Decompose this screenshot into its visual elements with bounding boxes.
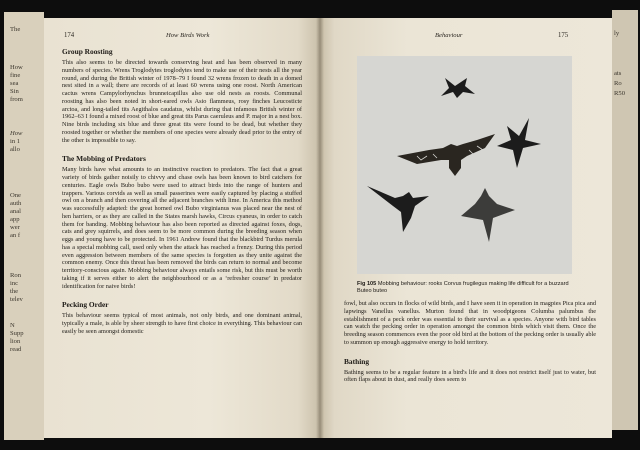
underlying-fragment: ats	[614, 70, 622, 77]
bird-silhouettes-illustration	[357, 56, 572, 274]
section-text: Many birds have what amounts to an instinctive reaction to predators. The fact that a great variety of birds gather noisily to chivvy and chase owls has been known to bird catchers for centuries. Eagle owls Bubo bubo were used to attract birds into the range of hunters and trappers. Various corvids as well as small passerines were easily captured by placing a stuffed owl on a branch and then covering all the adjacent branches with lime. In America this method was successfully adapted: the great horned owl Bubo virginianus was placed near the nest of hen harriers, or as they are called in the States marsh hawks, Circus cyaneus, in order to catch them for banding. Mobbing behaviour has also been reported as directed against foxes, dogs, cats and grey squirrels, and does seem to be more common during the breeding season when eggs and young have to be protected. In 1961 Andrew found that the blackbird Turdus merula has a special mobbing call, used only when the attack has reached a frenzy. During this period even aggression between members of the same species is forgotten as they unite against the common enemy. Once this threat has been removed the birds can return to normal and become territory-conscious again. Mobbing behaviour always entails some risk, but this must be worth taking if it serves either to alert the neighbourhood or as a ‘refresher course’ in predator identification for naive birds!	[62, 166, 302, 290]
underlying-fragment: telev	[10, 296, 23, 303]
underlying-fragment: Supp	[10, 330, 24, 337]
underlying-fragment: N	[10, 322, 15, 329]
underlying-fragment: Ro	[614, 80, 622, 87]
underlying-fragment: ly	[614, 30, 620, 37]
figure-label: Fig 105	[357, 281, 377, 287]
figure-caption	[357, 281, 572, 295]
underlying-fragment: anal	[10, 208, 21, 215]
underlying-fragment: Ron	[10, 272, 21, 279]
continued-text: fowl, but also occurs in flocks of wild birds, and I have seen it in operation in magpies Pica pica and lapwings Vanellus vanellus. Murton found that in woodpigeons Columba palumbus the establishment of a peck order was essential to their survival as a species. Anyone with bird tables can watch the pecking order in operation amongst the common birds which visit them. Once the breeding season commences even the poor old bird at the bottom of the pecking order is usually able to summon up enough aggressive energy to hold territory.	[344, 300, 596, 346]
figure-rooks-mobbing-buzzard	[357, 56, 572, 274]
underlying-fragment: inc	[10, 280, 19, 287]
section-mobbing-of-predators	[62, 154, 302, 290]
section-heading: Pecking Order	[62, 300, 109, 310]
section-text: Bathing seems to be a regular feature in a bird's life and it does not restrict itself just to water, but often flaps about in dust, and really does seem to	[344, 368, 596, 384]
section-group-roosting	[62, 47, 302, 144]
underlying-fragment: How	[10, 64, 23, 71]
underlying-fragment: One	[10, 192, 21, 199]
figure-caption-text: Mobbing behaviour: rooks Corvus frugilegus making life difficult for a buzzard Buteo buteo	[357, 281, 569, 294]
right-page	[320, 18, 612, 438]
page-number: 174	[64, 32, 75, 39]
underlying-fragment: app	[10, 216, 20, 223]
underlying-book-left	[4, 12, 44, 440]
running-head: How Birds Work	[166, 32, 210, 39]
left-page	[44, 18, 320, 438]
underlying-fragment: in 1	[10, 138, 21, 145]
section-text: This behaviour seems typical of most animals, not only birds, and one dominant animal, typically a male, is able by sheer strength to have first choice in everything. This behaviour can easily be seen amongst domestic	[62, 312, 302, 335]
underlying-fragment: How	[10, 130, 23, 137]
underlying-fragment: wer	[10, 224, 20, 231]
section-text: This also seems to be directed towards conserving heat and has been observed in many numbers of species. Wrens Troglodytes troglodytes tend to make use of their nests all the year round, and during the British winter of 1978–79 I found 32 wrens frozen to death in a domed nest sited in a wall; there are records of at least 60 wrens using one roost. North American cactus wrens Campylorhynchus brunneicapillus also use old nests as roosts. Communal roosting has also been noted in short-eared owls Asio flammeus, rosy finches Leucosticte arctoa, and long-tailed tits Aegithalos caudatus, whilst during that infamous British winter of 1962–63 I found a mixed roost of blue and great tits Parus caeruleus and P. major in a nest box. Nine birds including six blue and three great tits were found to be dead, but whether they roosted together or whether the members of one species were already dead prior to the entry of the other is impossible to say.	[62, 59, 302, 144]
section-heading: Group Roosting	[62, 47, 113, 56]
underlying-fragment: auth	[10, 200, 22, 207]
book-gutter-shadow	[316, 18, 324, 438]
underlying-fragment: sea	[10, 80, 19, 87]
underlying-fragment: R50	[614, 90, 625, 97]
section-pecking-order	[62, 300, 302, 335]
section-heading: Bathing	[344, 356, 370, 366]
underlying-fragment: The	[10, 26, 21, 33]
underlying-fragment: read	[10, 346, 22, 353]
running-head: Behaviour	[435, 32, 463, 39]
section-bathing	[344, 357, 596, 385]
left-text-column	[62, 47, 302, 336]
underlying-fragment: Sin	[10, 88, 19, 95]
page-number: 175	[558, 32, 569, 39]
underlying-book-right	[612, 10, 638, 430]
underlying-fragment: lion	[10, 338, 21, 345]
right-text-column	[344, 300, 596, 384]
section-heading: The Mobbing of Predators	[62, 154, 146, 164]
underlying-fragment: from	[10, 96, 23, 103]
underlying-fragment: fine	[10, 72, 21, 79]
underlying-fragment: an f	[10, 232, 21, 239]
underlying-fragment: the	[10, 288, 19, 295]
underlying-fragment: allo	[10, 146, 20, 153]
